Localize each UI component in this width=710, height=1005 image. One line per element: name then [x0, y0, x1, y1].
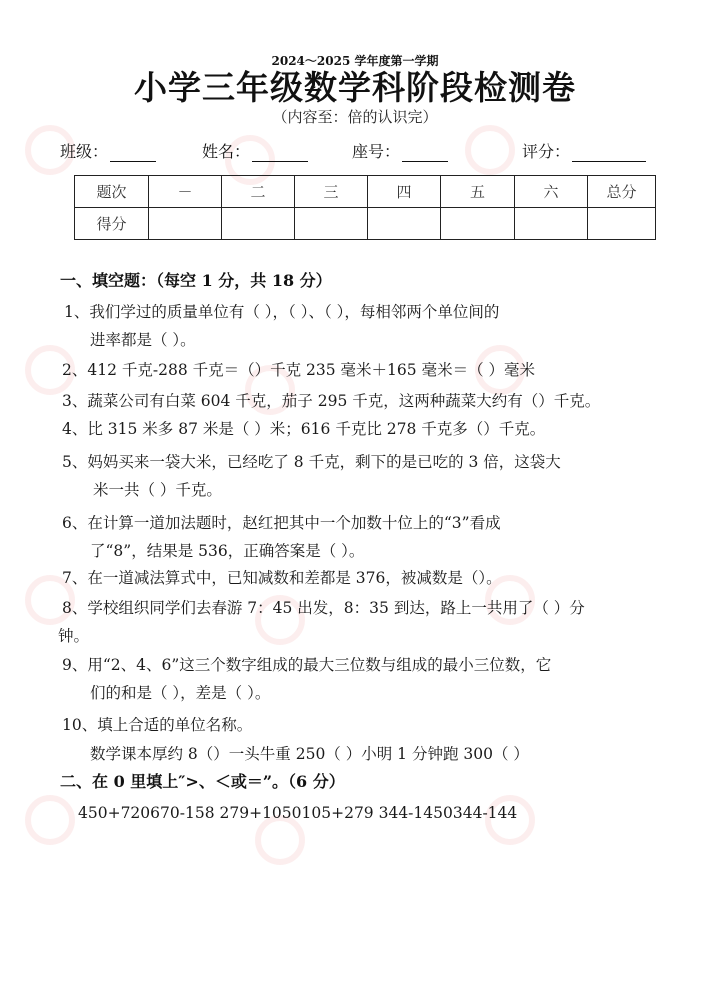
question-5b: 米一共（ ）千克。 — [93, 481, 222, 499]
score-table — [74, 175, 656, 240]
question-6b: 了“8”，结果是 536，正确答案是（ ）。 — [90, 542, 365, 560]
question-5a: 5、妈妈买来一袋大米，已经吃了 8 千克，剩下的是已吃的 3 倍，这袋大 — [62, 453, 561, 471]
section1-title: 一、填空题：（每空 1 分，共 18 分） — [60, 271, 332, 290]
score-cell[interactable] — [295, 208, 368, 240]
score-row-label: 得分 — [75, 208, 149, 240]
name-blank[interactable] — [252, 145, 308, 162]
class-field — [60, 139, 156, 162]
score-cell[interactable] — [149, 208, 222, 240]
question-1b: 进率都是（ ）。 — [90, 331, 196, 349]
question-2: 2、412 千克-288 千克＝（）千克 235 毫米＋165 毫米＝（ ）毫米 — [62, 361, 536, 379]
class-blank[interactable] — [110, 145, 156, 162]
question-3: 3、蔬菜公司有白菜 604 千克，茄子 295 千克，这两种蔬菜大约有（）千克。 — [62, 392, 601, 410]
section2-title: 二、在 0 里填上″>、＜或＝”。（6 分） — [60, 772, 345, 791]
score-blank[interactable] — [572, 145, 646, 162]
page-title: 小学三年级数学科阶段检测卷 — [134, 68, 576, 107]
question-9a: 9、用“2、4、6”这三个数字组成的最大三位数与组成的最小三位数，它 — [62, 656, 552, 674]
name-label: 姓名： — [202, 142, 251, 161]
score-header-row — [75, 176, 656, 208]
score-cell[interactable] — [368, 208, 441, 240]
table-header-cell: 题次 — [75, 176, 149, 208]
question-4: 4、比 315 米多 87 米是（ ）米；616 千克比 278 千克多（）千克。 — [62, 420, 546, 438]
question-1a: 1、我们学过的质量单位有（ ），（ ）、（ ），每相邻两个单位间的 — [64, 303, 500, 321]
score-value-row — [75, 208, 656, 240]
question-8b: 钟。 — [58, 627, 90, 645]
score-cell[interactable] — [588, 208, 656, 240]
seat-label: 座号： — [352, 142, 401, 161]
score-cell[interactable] — [222, 208, 295, 240]
table-header-cell: 总分 — [588, 176, 656, 208]
table-header-cell: 六 — [515, 176, 588, 208]
question-9b: 们的和是（ ），差是（ ）。 — [90, 684, 271, 702]
table-header-cell: 三 — [295, 176, 368, 208]
table-header-cell: 二 — [222, 176, 295, 208]
score-cell[interactable] — [515, 208, 588, 240]
year-line: 2024～2025 学年度第一学期 — [271, 54, 439, 68]
question-7: 7、在一道减法算式中，已知减数和差都是 376，被减数是（）。 — [62, 569, 502, 587]
score-cell[interactable] — [441, 208, 515, 240]
score-field — [522, 139, 646, 162]
subtitle: （内容至：倍的认识完） — [272, 108, 438, 126]
table-header-cell: 五 — [441, 176, 515, 208]
seat-field — [352, 139, 448, 162]
question-10a: 10、填上合适的单位名称。 — [62, 716, 253, 734]
seat-blank[interactable] — [402, 145, 448, 162]
table-header-cell: － — [149, 176, 222, 208]
table-header-cell: 四 — [368, 176, 441, 208]
score-label: 评分： — [522, 142, 571, 161]
compare-line: 450+720670-158 279+1050105+279 344-1450344-144 — [78, 804, 518, 822]
question-8a: 8、学校组织同学们去春游 7：45 出发，8：35 到达，路上一共用了（ ）分 — [62, 599, 585, 617]
name-field — [202, 139, 308, 162]
question-10b: 数学课本厚约 8（）一头牛重 250（ ）小明 1 分钟跑 300（ ） — [90, 745, 529, 763]
class-label: 班级： — [60, 142, 109, 161]
question-6a: 6、在计算一道加法题时，赵红把其中一个加数十位上的“3”看成 — [62, 514, 501, 532]
